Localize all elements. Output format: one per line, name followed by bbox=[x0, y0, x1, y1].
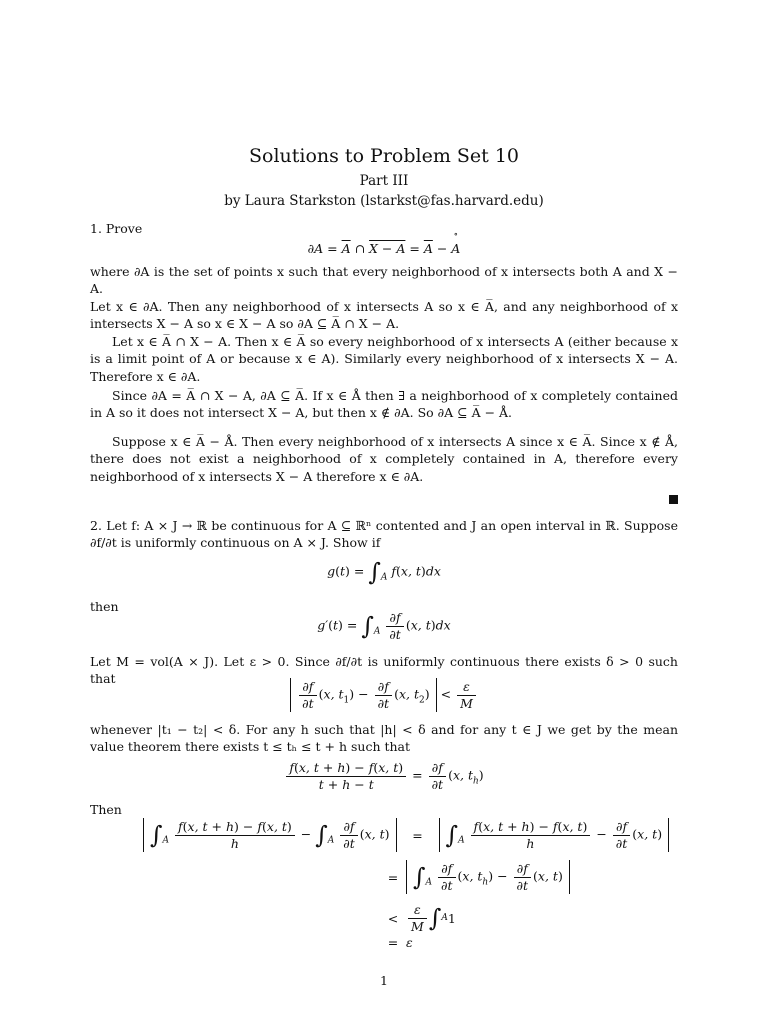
derivation-line-3: < $\frac{\varepsilon}{M}$ ∫ A 1 bbox=[387, 902, 456, 934]
problem-1-equation: $\partial A = \overline{A}$ ∩ $X - A = \overline{A}$ − ∘ A bbox=[90, 240, 678, 257]
problem-1-where: where ∂A is the set of points x such that every neighborhood of x intersects both A and X − A. bbox=[90, 264, 678, 297]
problem-1-proof-p3: Since ∂A = A̅ ∩ X − A, ∂A ⊆ A̅. If x ∈ Å then ∃ a neighborhood of x completely contained in A so it does not intersect X − A, but then x ∉ ∂A. So ∂A ⊆ A̅ − Å. bbox=[90, 388, 678, 421]
problem-2-uniform-continuity: $\frac{\partial f}{\partial t}$ (x, $t_1$) − $\frac{\partial f}{\partial t}$ (x, $t_2$) < $\frac{\varepsilon}{M}$ bbox=[90, 678, 678, 712]
document-author: by Laura Starkston (lstarkst@fas.harvard.edu) bbox=[224, 193, 544, 209]
qed-square bbox=[669, 495, 678, 504]
problem-2-let-m: Let M = vol(A × J). Let ε > 0. Since ∂f/∂t is uniformly continuous there exists δ > 0 such that bbox=[90, 654, 678, 687]
problem-1-proof-p2: Let x ∈ A̅ ∩ X − A. Then x ∈ A̅ so every neighborhood of x intersects A (either because x is a limit point of A or because x ∈ A). Similarly every neighborhood of x intersects X − A. Therefore x ∈ ∂A. bbox=[90, 334, 678, 384]
derivation-line-4: = ε bbox=[387, 935, 413, 950]
problem-2-statement: 2. Let f: A × J → ℝ be continuous for A ⊆ ℝⁿ contented and J an open interval in ℝ. Suppose ∂f/∂t is uniformly continuous on A × J. Show if bbox=[90, 518, 678, 551]
problem-2-def-g: $g(t) = \int_A$ f(x, t)dx bbox=[327, 558, 441, 586]
problem-1-proof-p1: Let x ∈ ∂A. Then any neighborhood of x intersects A so x ∈ A̅, and any neighborhood of x intersects X − A so x ∈ X − A so ∂A ⊆ A̅ ∩ X − A. bbox=[90, 299, 678, 332]
derivation-line-2: = $\int_A$ $\frac{\partial f}{\partial t}$ (x, $t_h$) − $\frac{\partial f}{\partial t}$ (x, t) bbox=[380, 860, 570, 894]
problem-2-def-gprime: $g'(t) = \int_A$ $\frac{\partial f}{\partial t}$ (x, t)dx bbox=[317, 610, 451, 642]
problem-2-mean-value: $\frac{f(x, t + h) - f(x, t)}{t + h - t}$ = $\frac{\partial f}{\partial t}$ (x, $t_h$) bbox=[90, 760, 678, 792]
problem-1-proof-p4: Suppose x ∈ A̅ − Å. Then every neighborhood of x intersects A since x ∈ A̅. Since x ∉ Å, there does not exist a neighborhood of x completely contained in A, therefore every neighborhood of x intersects X − A therefore x ∈ ∂A. bbox=[90, 434, 678, 484]
document-part: Part III bbox=[359, 173, 409, 189]
problem-2-then2: Then bbox=[90, 802, 122, 817]
derivation-line-1: $\int_A$ $\frac{f(x, t + h) - f(x, t)}{h}$ − $\int_A$ $\frac{\partial f}{\partial t}$ (x, t) = $\int_A$ $\frac{f(x, t + h) - f(x, t)}{h}$ − $\frac{\partial f}{\partial t}$ (x, t) bbox=[143, 818, 669, 852]
document-title: Solutions to Problem Set 10 bbox=[248, 145, 520, 167]
problem-2-whenever: whenever |t₁ − t₂| < δ. For any h such that |h| < δ and for any t ∈ J we get by the mean value theorem there exists t ≤ tₕ ≤ t + h such that bbox=[90, 722, 678, 755]
page-number: 1 bbox=[380, 973, 388, 988]
problem-1-label: 1. Prove bbox=[90, 221, 143, 236]
problem-2-then: then bbox=[90, 599, 119, 614]
